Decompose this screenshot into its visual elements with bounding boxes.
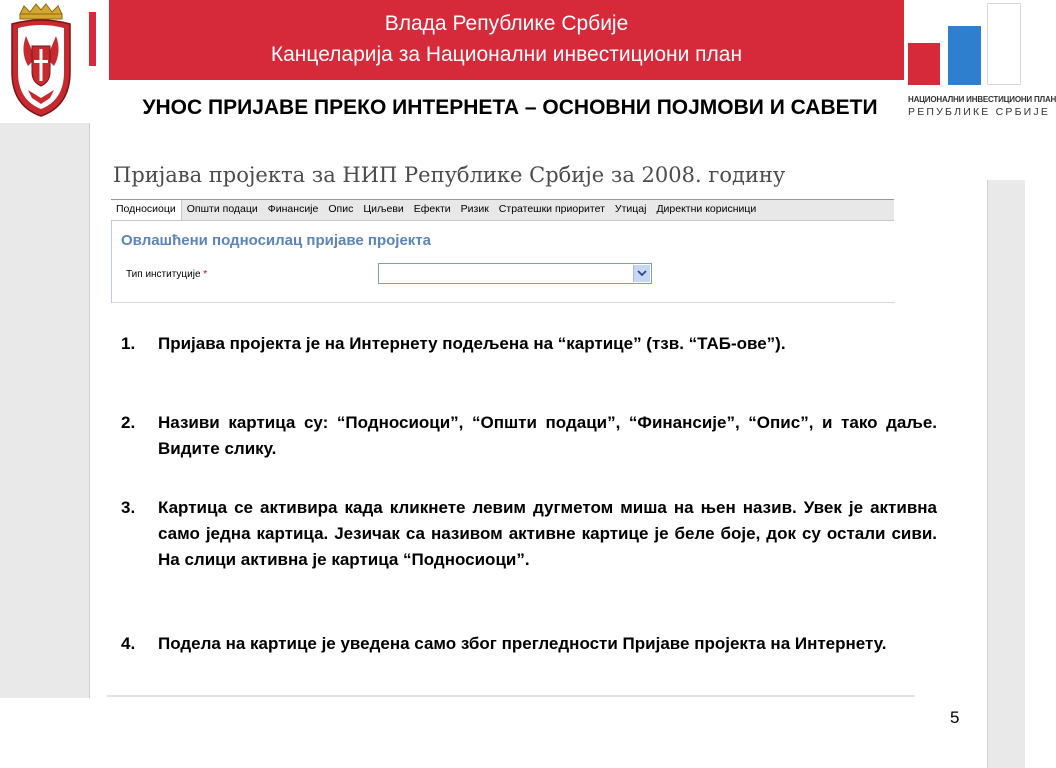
page-number: 5 [950,708,960,727]
tab-efekti[interactable]: Ефекти [413,203,451,215]
logo-bar-blue [948,26,981,85]
chevron-down-icon[interactable] [633,265,650,282]
logo-bar-red [908,43,940,85]
form-panel [111,221,895,303]
section-heading: Овлашћени подносилац пријаве пројекта [121,232,431,249]
list-item-text: Називи картица су: “Подносиоци”, “Општи подаци”, “Финансије”, “Опис”, и тако даље. Видите слику. [158,413,937,458]
institution-type-select[interactable] [378,263,652,284]
banner-line-1: Влада Републике Србије [384,12,629,35]
tab-bar [111,200,894,221]
list-item-number: 1. [121,334,136,353]
institution-type-label [126,269,207,280]
footer-divider [107,695,915,697]
chevron-down-glyph [637,270,647,277]
list-item [121,410,937,462]
tab-opis[interactable]: Опис [328,203,354,215]
coat-of-arms-icon [6,2,76,118]
form-bottom-border [112,302,895,303]
tab-finansije[interactable]: Финансије [267,203,319,215]
tab-rizik[interactable]: Ризик [460,203,489,215]
header-accent-bar [89,12,96,66]
list-item-text: Картица се активира када кликнете левим дугметом миша на њен назив. Увек је активна само једна картица. Језичак са називом активне картице је беле боје, док су остали сиви. На слици активна је картица “Подносиоци”. [158,498,937,569]
list-item-text: Пријава пројекта је на Интернету подељена на “картице” (тзв. “ТАБ-ове”). [158,334,786,353]
tab-opsti-podaci[interactable]: Општи подаци [186,203,258,215]
tab-strateski-prioritet[interactable]: Стратешки приоритет [498,203,605,215]
required-marker: * [203,269,208,280]
banner-line-2: Канцеларија за Национални инвестициони план [270,43,743,66]
institution-type-label-text: Тип институције [126,269,201,280]
form-page-title: Пријава пројекта за НИП Републике Србије за 2008. годину [113,163,786,187]
tab-direktni-korisnici[interactable]: Директни корисници [656,203,757,215]
logo-bar-white [987,3,1021,85]
tab-uticaj[interactable]: Утицај [614,203,647,215]
slide-title: УНОС ПРИЈАВЕ ПРЕКО ИНТЕРНЕТА – ОСНОВНИ ПОЈМОВИ И САВЕТИ [142,96,878,119]
logo-text-bottom: РЕПУБЛИКЕ СРБИЈЕ [908,106,1051,118]
tab-podnosioci[interactable]: Подносиоци [111,200,182,220]
tab-ciljevi[interactable]: Циљеви [363,203,404,215]
list-item [121,495,937,573]
embedded-screenshot [111,163,896,303]
list-item-text: Подела на картице је уведена само због прегледности Пријаве пројекта на Интернету. [158,634,887,653]
logo-text-top: НАЦИОНАЛНИ ИНВЕСТИЦИОНИ ПЛАН [908,95,1056,104]
list-item-number: 3. [121,498,136,517]
nip-logo [905,0,1056,125]
list-item-number: 2. [121,413,136,432]
list-item [121,631,937,657]
list-item-number: 4. [121,634,136,653]
right-side-panel [987,180,1025,768]
left-side-panel [0,123,90,698]
header-banner [109,0,904,80]
list-item [121,331,937,357]
